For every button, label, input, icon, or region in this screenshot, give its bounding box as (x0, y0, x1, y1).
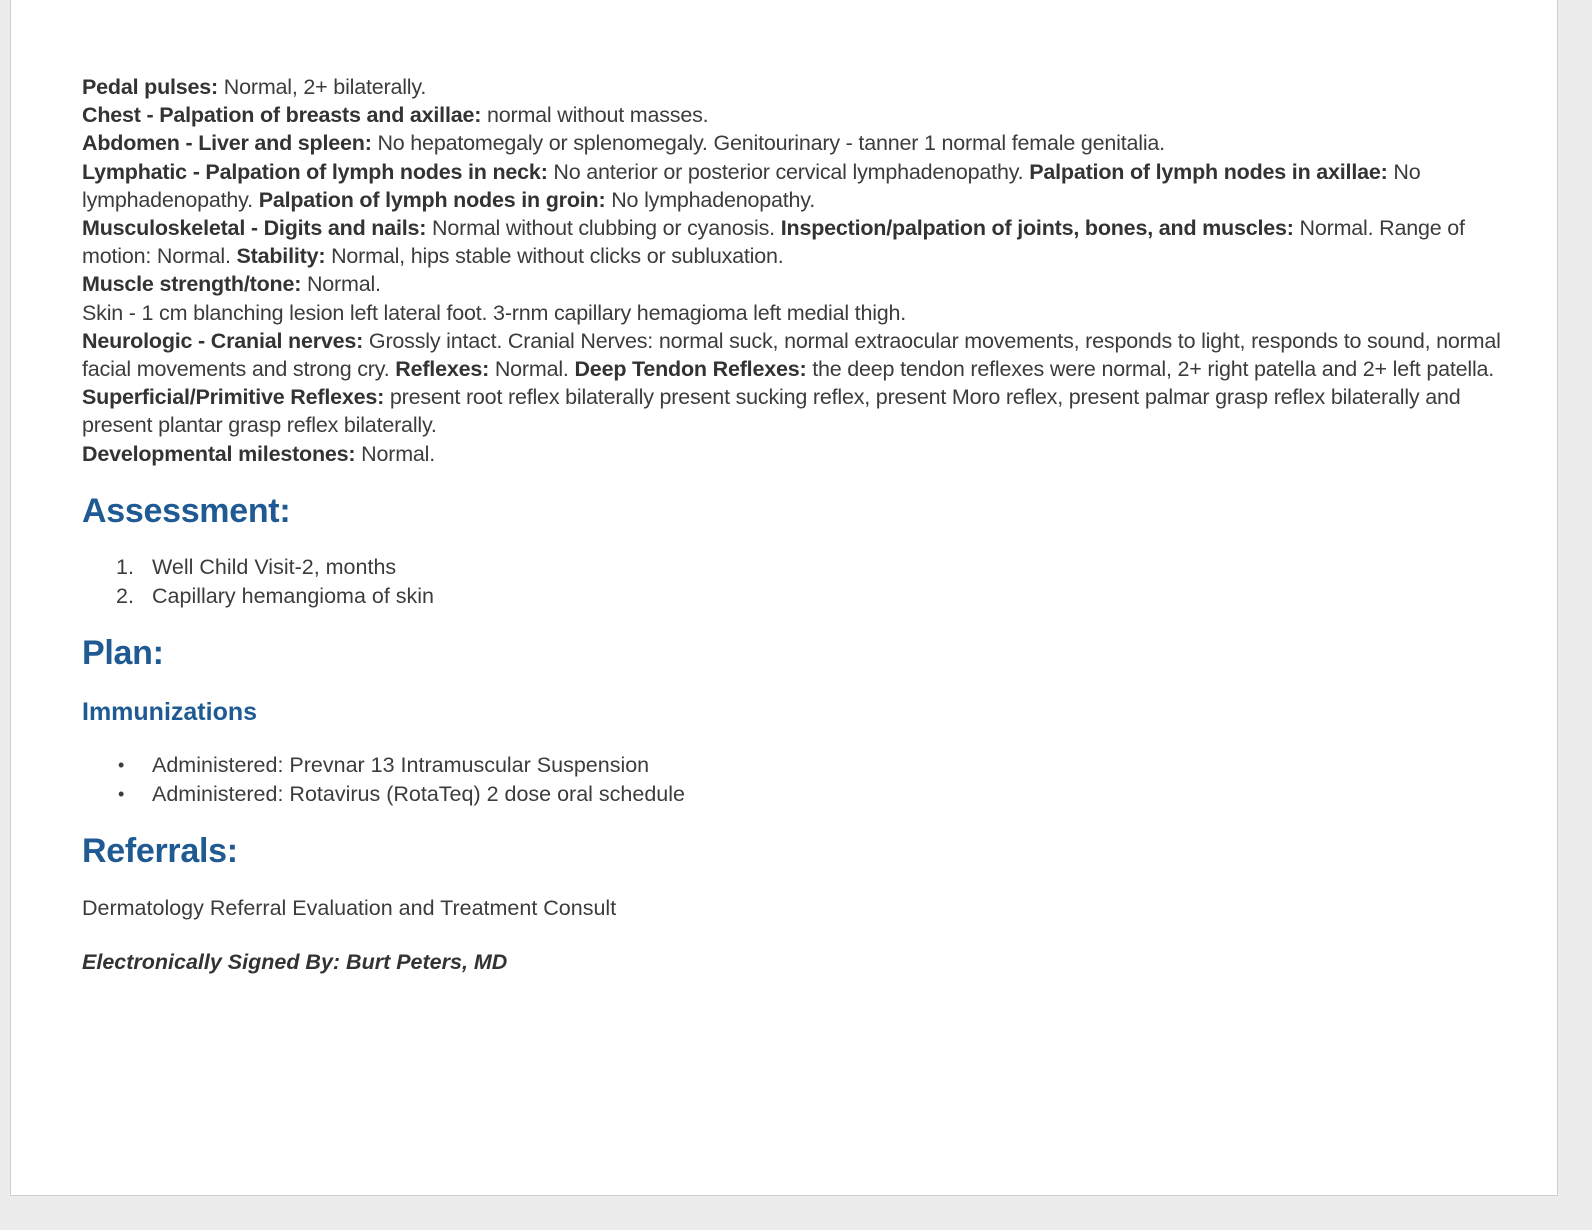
note-content (82, 73, 1502, 976)
document-page (10, 0, 1558, 1196)
referrals-heading: Referrals: (82, 831, 238, 870)
exam-musculoskeletal: Musculoskeletal - Digits and nails: Normal without clubbing or cyanosis. Inspection/palpation of joints, bones, and muscles: Normal. Range of motion: Normal. Stability: Normal, hips stable without clicks or subluxation. (82, 216, 1465, 269)
exam-neurologic: Neurologic - Cranial nerves: Grossly intact. Cranial Nerves: normal suck, normal extraocular movements, responds to light, responds to sound, normal facial movements and strong cry. Reflexes: Normal. Deep Tendon Reflexes: the deep tendon reflexes were normal, 2+ right patella and 2+ left patella. Superficial/Primitive Reflexes: present root reflex bilaterally present sucking reflex, present Moro reflex, present palmar grasp reflex bilaterally and present plantar grasp reflex bilaterally. (82, 328, 1501, 438)
bullet-icon: • (118, 783, 125, 804)
exam-chest: Chest - Palpation of breasts and axillae: normal without masses. (82, 103, 709, 128)
exam-abdomen: Abdomen - Liver and spleen: No hepatomegaly or splenomegaly. Genitourinary - tanner 1 normal female genitalia. (82, 131, 1165, 156)
physical-exam-section (82, 73, 1502, 468)
assessment-heading: Assessment: (82, 491, 291, 530)
immunizations-subheading: Immunizations (82, 697, 258, 726)
plan-heading: Plan: (82, 633, 164, 672)
list-item: • Administered: Prevnar 13 Intramuscular Suspension (82, 751, 1502, 780)
list-item: 2. Capillary hemangioma of skin (116, 583, 435, 608)
exam-developmental: Developmental milestones: Normal. (82, 441, 436, 466)
assessment-list (82, 553, 1502, 611)
exam-muscle-strength: Muscle strength/tone: Normal. (82, 272, 381, 297)
list-item: 1. Well Child Visit-2, months (116, 554, 397, 579)
electronic-signature: Electronically Signed By: Burt Peters, MD (82, 949, 508, 974)
immunizations-list (82, 751, 1502, 809)
list-item: • Administered: Rotavirus (RotaTeq) 2 dose oral schedule (82, 780, 1502, 809)
referral-text: Dermatology Referral Evaluation and Treatment Consult (82, 895, 617, 920)
bullet-icon: • (118, 754, 125, 775)
exam-pedal-pulses: Pedal pulses: Normal, 2+ bilaterally. (82, 75, 427, 99)
exam-lymphatic: Lymphatic - Palpation of lymph nodes in neck: No anterior or posterior cervical lymphadenopathy. Palpation of lymph nodes in axillae: No lymphadenopathy. Palpation of lymph nodes in groin: No lymphadenopathy. (82, 159, 1421, 212)
exam-skin: Skin - 1 cm blanching lesion left lateral foot. 3-rnm capillary hemagioma left medial thigh. (82, 300, 907, 325)
